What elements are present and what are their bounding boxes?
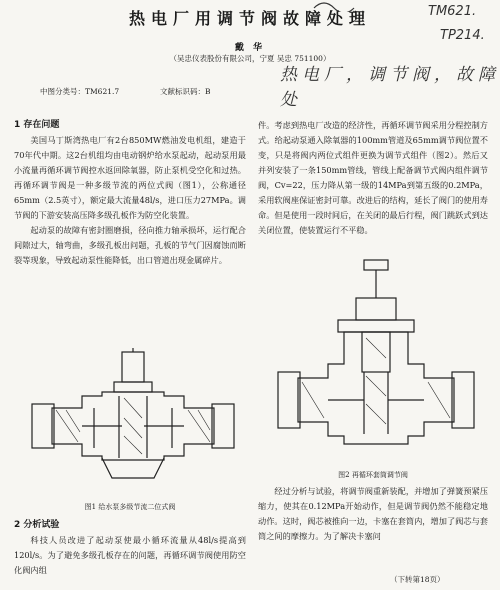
right-paragraph-2: 经过分析与试验，将调节阀重新装配，并增加了弹簧预紧压缩力，使其在0.12MPa开始动作，但是调节阀仍然不能稳定地动作。这时，阀芯被推向一边，卡塞在套筒内，增加了阀芯与套筒之间的摩擦力。为了解决卡塞问 (258, 486, 488, 541)
author: 戴 华 (234, 43, 266, 53)
right-column (258, 118, 488, 238)
affiliation: （吴忠仪表股份有限公司，宁夏 吴忠 751100） (169, 54, 331, 63)
section-1-heading: 1 存在问题 (14, 120, 60, 130)
figure-1-valve-drawing (22, 348, 242, 488)
right-paragraph-1: 件。考虑到热电厂改造的经济性，再循环调节阀采用分程控制方式。给起动泵通入除氧器的100mm管道及65mm调节阀位置不变，只是将阀内两位式组件更换为调节式组件（图2）。然后又并列安装了一条150mm管线，管线上配备调节式阀内组件调节阀，Cv=22，压力降从第一级的14MPa到第五级的0.2MPa，采用软阀座保证密封可靠。改进后的结构，延长了阀门的使用寿命。但是使用一段时间后，在关闭的最后行程，阀门跳跃式到达关闭位置，使装置运行不平稳。 (258, 120, 488, 235)
handwritten-code-2: TP214. (440, 28, 485, 43)
figure-2-valve-drawing (268, 258, 483, 458)
continued-note: （下转第18页） (390, 575, 445, 584)
section-1-paragraph-2: 起动泵的故障有密封圈磨损，径向推力轴承损坏，运行配合间隙过大，轴弯曲，多级孔板出问题，孔板的节气门因腐蚀而断裂等现象，导致起动泵性能降低，出口管道出现金属碎片。 (14, 225, 246, 265)
paper-title: 热电厂用调节阀故障处理 (128, 9, 371, 28)
section-2-paragraph-1: 科技人员改进了起动泵使最小循环流量从48l/s提高到120l/s。为了避免多级孔板存在的问题，再循环调节阀使用防空化阀内组 (14, 535, 246, 575)
document-code: 文献标识码：B (160, 87, 211, 96)
handwritten-keywords: 热电厂，调节阀，故障处 (280, 65, 500, 110)
figure-2-caption: 图2 再循环套筒调节阀 (338, 471, 408, 479)
left-column (14, 118, 246, 268)
section-1-paragraph-1: 美国马丁斯湾热电厂有2台850MW燃油发电机组，建造于70年代中期。这2台机组均由电动钢炉给水泵起动，起动泵用最小流量再循环调节阀控水返回除氧器，防止泵机受空化和过热。再循环调节阀是一种多级节流的两位式阀（图1），公称通径65mm（2.5英寸），额定最大流量48l/s，进口压力27MPa。调节阀的下游安装高压降多级孔板作为防空化装置。 (14, 135, 246, 220)
left-column-bottom (14, 518, 246, 578)
section-2-heading: 2 分析试验 (14, 520, 60, 530)
right-column-bottom (258, 484, 488, 544)
classification-number: 中图分类号：TM621.7 (40, 87, 120, 96)
handwritten-scribble (310, 0, 370, 12)
handwritten-code-1: TM621. (428, 4, 477, 19)
figure-1-caption: 图1 给水泵多级节流二位式阀 (84, 503, 176, 511)
